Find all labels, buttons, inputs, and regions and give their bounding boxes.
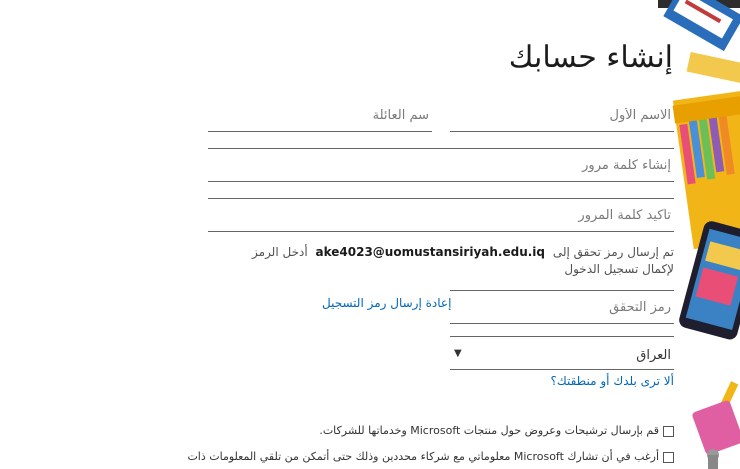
verification-code-input[interactable]: [450, 296, 674, 324]
divider-line: [208, 198, 674, 199]
first-name-input[interactable]: [450, 104, 674, 132]
country-select[interactable]: [450, 340, 674, 370]
verification-suffix: أدخل الرمز لإكمال تسجيل الدخول: [252, 245, 674, 276]
verification-note: [244, 244, 674, 278]
verification-prefix: تم إرسال رمز تحقق إلى: [552, 245, 674, 259]
partners-consent-label: أرغب في أن تشارك Microsoft معلوماتي مع شركاء محددين وذلك حتى أتمكن من تلقي المعلومات ذات: [187, 450, 659, 463]
divider-line: [450, 336, 674, 337]
decorative-illustration: [658, 0, 740, 469]
country-select-value: العراق: [636, 348, 671, 363]
marketing-consent-row[interactable]: [319, 424, 674, 437]
page-title: إنشاء حسابك: [508, 40, 673, 75]
verification-email: ake4023@uomustansiriyah.edu.iq: [315, 245, 546, 259]
password-input[interactable]: [208, 154, 674, 182]
region-help-link[interactable]: ألا ترى بلدك أو منطقتك؟: [550, 374, 674, 388]
confirm-password-input[interactable]: [208, 204, 674, 232]
divider-line: [450, 290, 674, 291]
divider-line: [208, 148, 674, 149]
stationery-art: [658, 0, 740, 469]
last-name-input[interactable]: [208, 104, 432, 132]
partners-consent-row[interactable]: [187, 450, 674, 463]
marketing-consent-label: قم بإرسال ترشيحات وعروض حول منتجات Microsoft وخدماتها للشركات.: [319, 424, 659, 437]
resend-code-link[interactable]: إعادة إرسال رمز التسجيل: [322, 296, 452, 310]
chevron-down-icon: ▼: [454, 348, 462, 359]
